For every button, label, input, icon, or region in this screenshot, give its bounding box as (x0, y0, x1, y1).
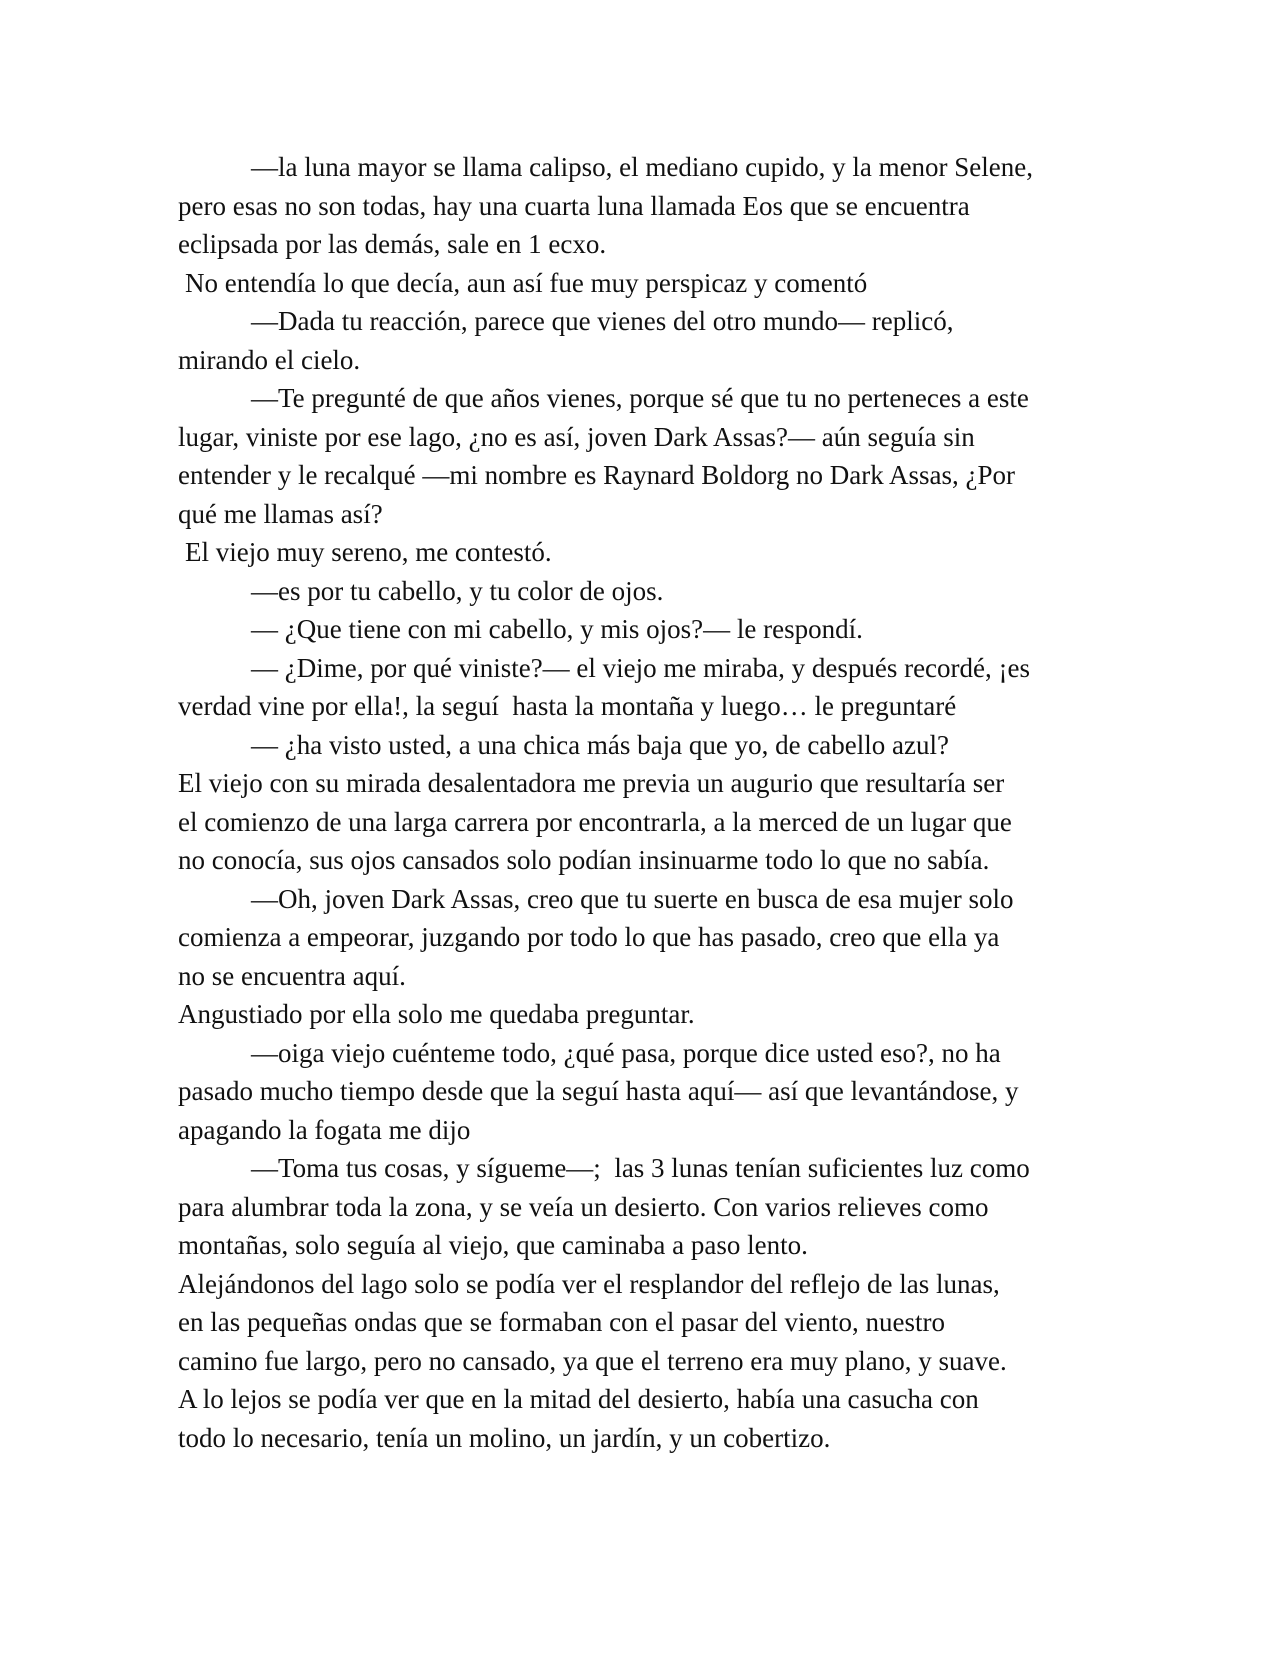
text-line: montañas, solo seguía al viejo, que caminaba a paso lento. (178, 1230, 808, 1260)
text-line: —Oh, joven Dark Assas, creo que tu suerte en busca de esa mujer solo (251, 883, 1014, 914)
text-line: pero esas no son todas, hay una cuarta luna llamada Eos que se encuentra (178, 190, 970, 221)
body-text (178, 148, 1138, 1457)
text-line: —oiga viejo cuénteme todo, ¿qué pasa, porque dice usted eso?, no ha (251, 1037, 1001, 1068)
text-line: eclipsada por las demás, sale en 1 ecxo. (178, 229, 607, 259)
text-line: para alumbrar toda la zona, y se veía un desierto. Con varios relieves como (178, 1191, 989, 1222)
text-line: — ¿ha visto usted, a una chica más baja que yo, de cabello azul? (251, 729, 949, 760)
text-line: A lo lejos se podía ver que en la mitad del desierto, había una casucha con (178, 1384, 979, 1414)
text-line: verdad vine por ella!, la seguí hasta la montaña y luego… le preguntaré (178, 691, 957, 721)
text-line: pasado mucho tiempo desde que la seguí hasta aquí— así que levantándose, y (178, 1076, 1019, 1106)
text-line: en las pequeñas ondas que se formaban con el pasar del viento, nuestro (178, 1307, 945, 1337)
text-line: —es por tu cabello, y tu color de ojos. (251, 575, 664, 606)
text-line: —Toma tus cosas, y sígueme—; las 3 lunas tenían suficientes luz como (251, 1153, 1030, 1183)
text-line: Angustiado por ella solo me quedaba preguntar. (178, 999, 695, 1029)
text-line: — ¿Que tiene con mi cabello, y mis ojos?— le respondí. (251, 614, 863, 644)
text-line: —la luna mayor se llama calipso, el mediano cupido, y la menor Selene, (251, 152, 1034, 182)
text-line: El viejo muy sereno, me contestó. (185, 537, 552, 567)
text-line: lugar, viniste por ese lago, ¿no es así, joven Dark Assas?— aún seguía sin (178, 421, 975, 452)
text-line: Alejándonos del lago solo se podía ver el resplandor del reflejo de las lunas, (178, 1268, 1000, 1299)
text-line: no conocía, sus ojos cansados solo podían insinuarme todo lo que no sabía. (178, 845, 990, 875)
text-line: —Dada tu reacción, parece que vienes del otro mundo— replicó, (251, 306, 954, 336)
text-line: mirando el cielo. (178, 344, 361, 375)
text-line: comienza a empeorar, juzgando por todo lo que has pasado, creo que ella ya (178, 922, 1000, 952)
text-line: apagando la fogata me dijo (178, 1114, 471, 1145)
text-line: entender y le recalqué —mi nombre es Raynard Boldorg no Dark Assas, ¿Por (178, 460, 1016, 490)
text-line: No entendía lo que decía, aun así fue muy perspicaz y comentó (185, 267, 868, 298)
text-line: — ¿Dime, por qué viniste?— el viejo me miraba, y después recordé, ¡es (251, 652, 1030, 683)
text-line: —Te pregunté de que años vienes, porque sé que tu no perteneces a este (251, 383, 1029, 413)
text-line: no se encuentra aquí. (178, 960, 406, 991)
text-line: camino fue largo, pero no cansado, ya que el terreno era muy plano, y suave. (178, 1345, 1007, 1376)
text-line: qué me llamas así? (178, 498, 383, 529)
text-line: todo lo necesario, tenía un molino, un jardín, y un cobertizo. (178, 1422, 831, 1453)
text-line: el comienzo de una larga carrera por encontrarla, a la merced de un lugar que (178, 806, 1012, 837)
text-line: El viejo con su mirada desalentadora me previa un augurio que resultaría ser (178, 768, 1005, 798)
